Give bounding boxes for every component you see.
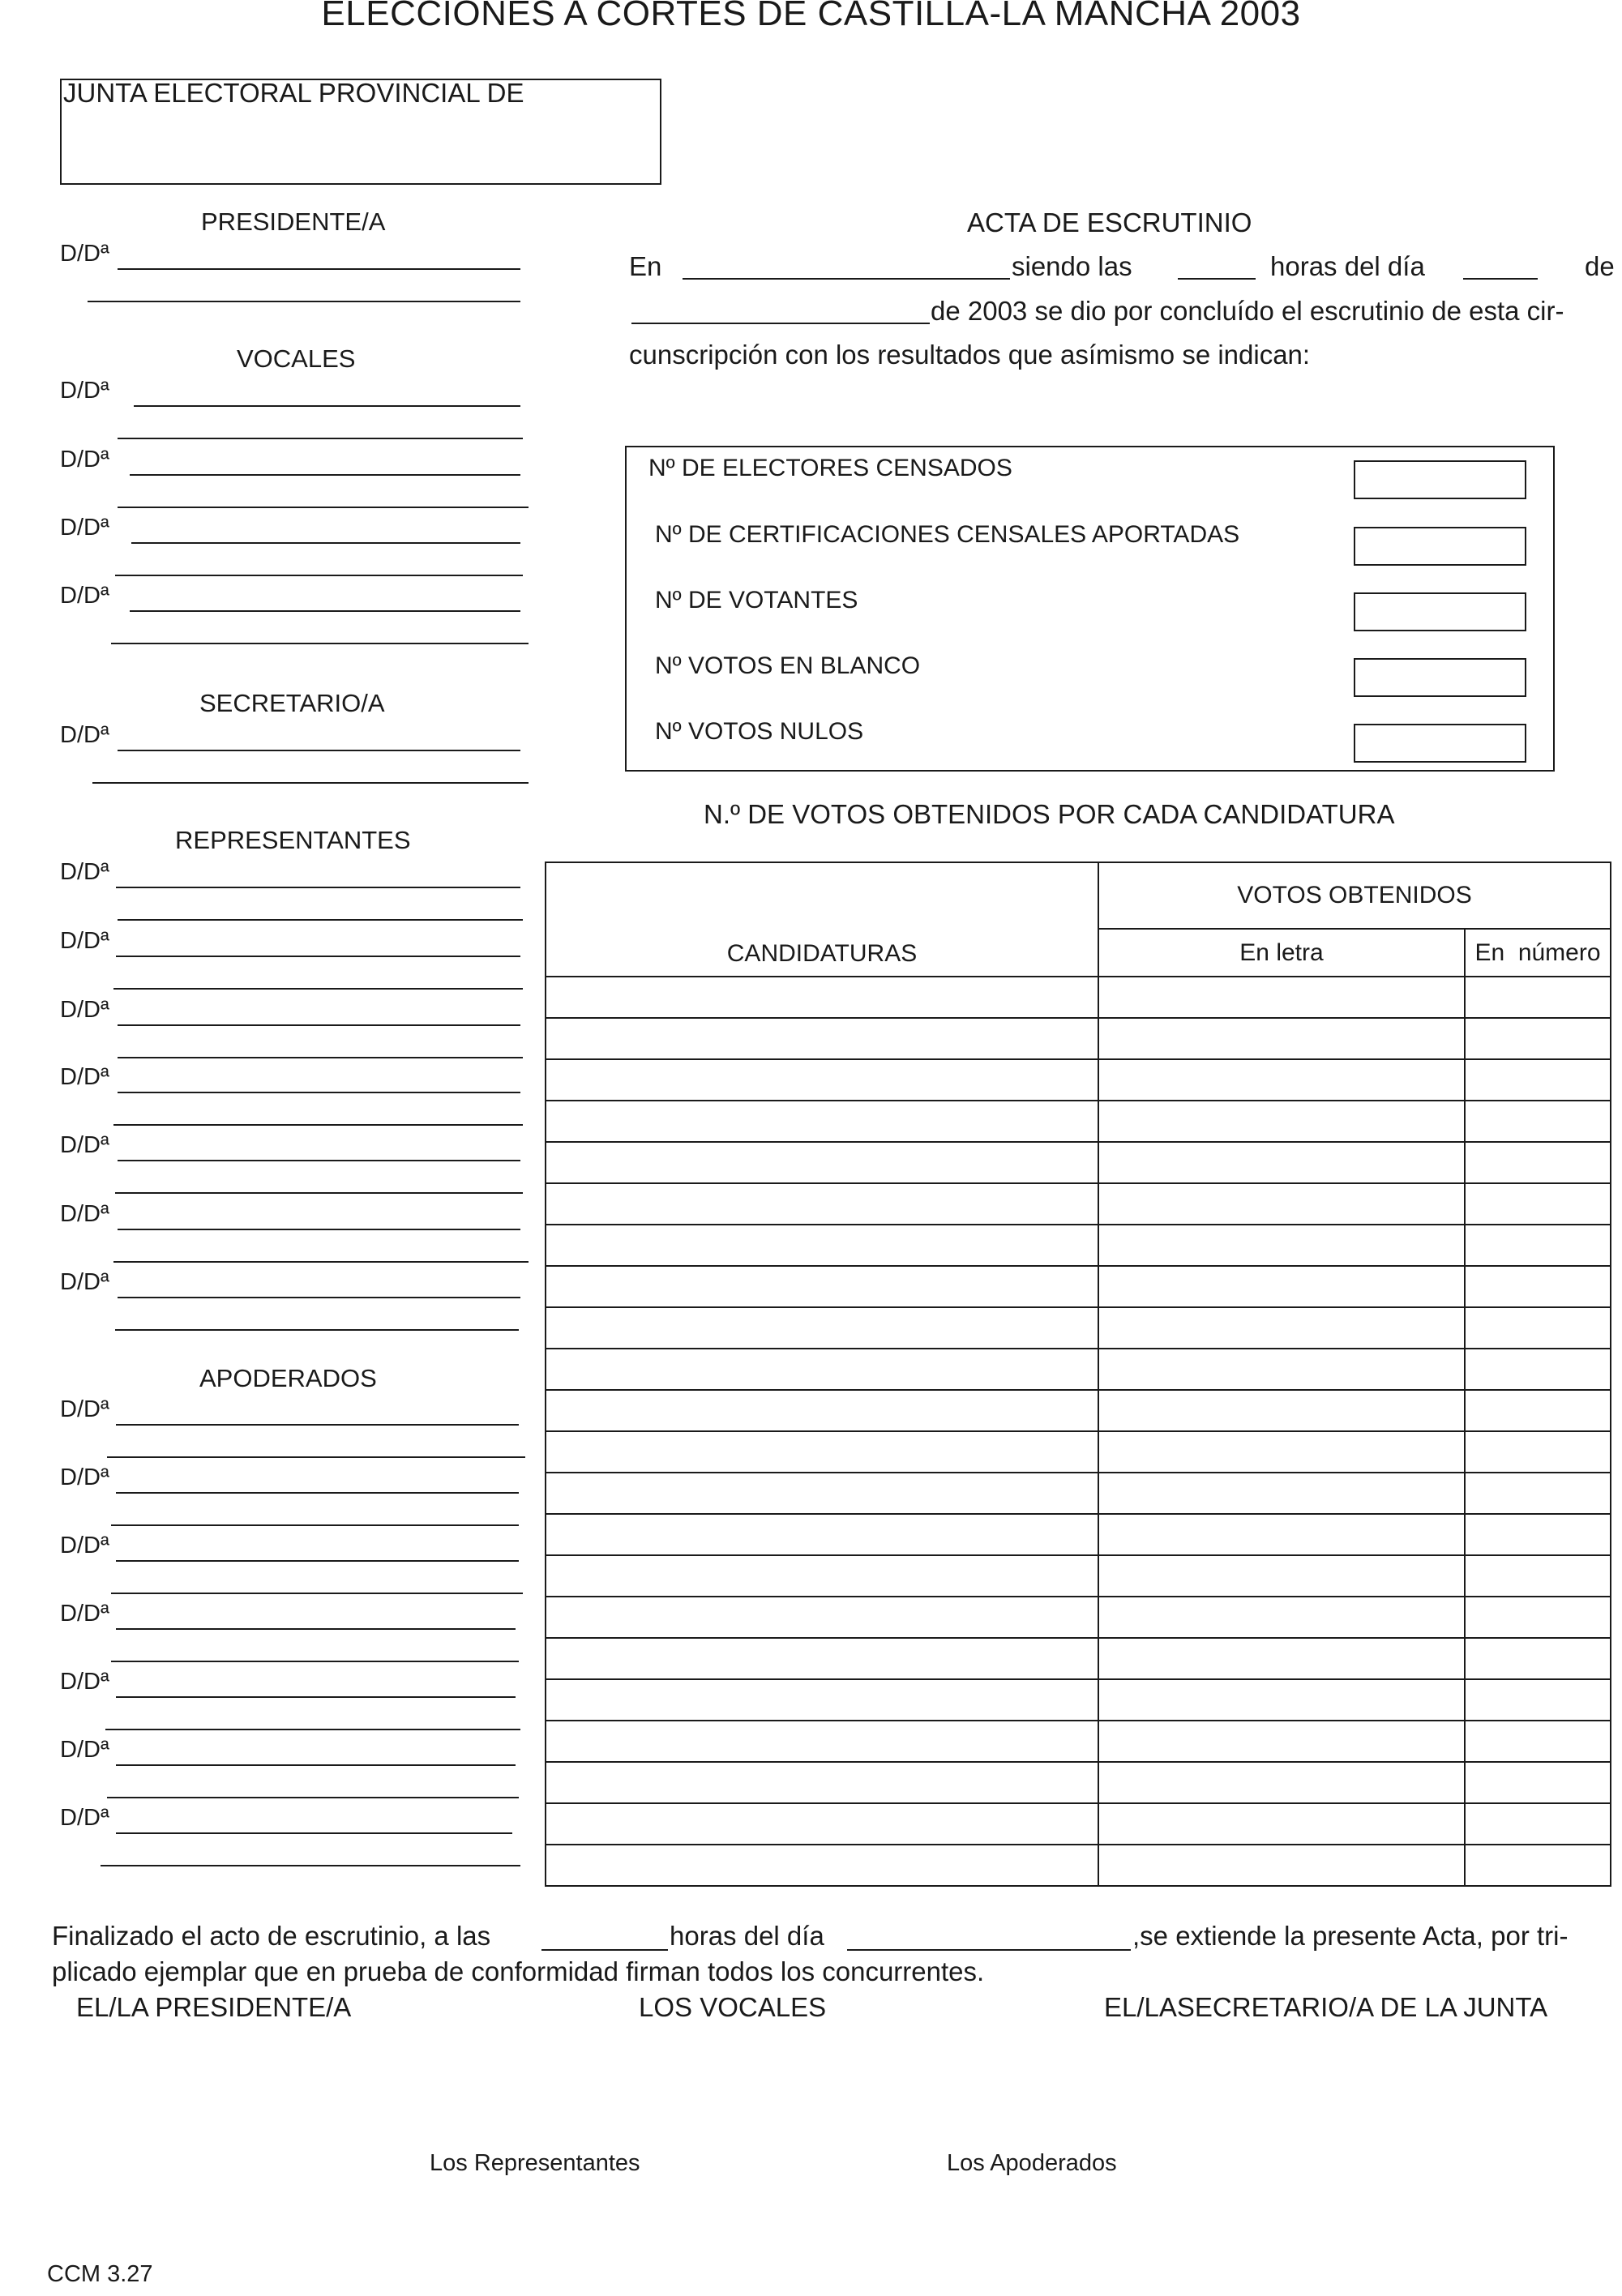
apoderado-6-name-field-2[interactable] [107, 1797, 519, 1798]
acta-line2: de 2003 se dio por concluído el escrutinio de esta cir- [931, 296, 1564, 326]
vocal-4-dd-label: D/Dª [60, 583, 109, 609]
acta-en-label: En [629, 251, 662, 281]
stat-label-4: Nº VOTOS EN BLANCO [655, 652, 921, 679]
apoderado-1-name-field-2[interactable] [107, 1456, 525, 1458]
votos-numero-cell[interactable] [1465, 1803, 1611, 1845]
presidente-1-dd-label: D/Dª [60, 241, 109, 267]
representante-3-name-field[interactable] [118, 1024, 520, 1026]
apoderado-1-dd-label: D/Dª [60, 1396, 109, 1422]
sig-vocales-label: LOS VOCALES [639, 1992, 827, 2022]
votos-letra-cell[interactable] [1098, 1679, 1465, 1721]
votos-numero-cell[interactable] [1465, 1059, 1611, 1101]
col-votos-header: VOTOS OBTENIDOS [1098, 862, 1611, 929]
candidatura-cell[interactable] [546, 1390, 1098, 1431]
table-row [546, 1762, 1611, 1803]
votos-numero-cell[interactable] [1465, 1597, 1611, 1638]
junta-label: JUNTA ELECTORAL PROVINCIAL DE [63, 78, 524, 108]
apoderado-4-name-field-2[interactable] [111, 1661, 519, 1662]
table-row [546, 977, 1611, 1018]
candidatura-cell[interactable] [546, 1597, 1098, 1638]
votos-letra-cell[interactable] [1098, 1803, 1465, 1845]
apoderado-3-name-field-2[interactable] [111, 1593, 523, 1594]
apoderado-6-name-field[interactable] [116, 1764, 516, 1766]
table-row [546, 1307, 1611, 1349]
table-row [546, 1679, 1611, 1721]
acta-line3: cunscripción con los resultados que asímismo se indican: [629, 340, 1311, 370]
votos-letra-cell[interactable] [1098, 1307, 1465, 1349]
acta-siendo-label: siendo las [1012, 251, 1132, 281]
votos-numero-cell[interactable] [1465, 1266, 1611, 1307]
candidatura-cell[interactable] [546, 1721, 1098, 1762]
representante-2-name-field[interactable] [116, 956, 520, 957]
votos-numero-cell[interactable] [1465, 1307, 1611, 1349]
votos-numero-cell[interactable] [1465, 1183, 1611, 1225]
votos-numero-cell[interactable] [1465, 977, 1611, 1018]
vocal-3-name-field[interactable] [131, 542, 520, 544]
votos-letra-cell[interactable] [1098, 1266, 1465, 1307]
table-row [546, 1101, 1611, 1142]
vocal-2-name-field[interactable] [130, 474, 520, 476]
acta-hour-field[interactable] [1178, 278, 1256, 280]
table-row [546, 1018, 1611, 1059]
votos-letra-cell[interactable] [1098, 1762, 1465, 1803]
votos-numero-cell[interactable] [1465, 1101, 1611, 1142]
table-row [546, 1266, 1611, 1307]
votos-numero-cell[interactable] [1465, 1679, 1611, 1721]
candidatura-cell[interactable] [546, 1555, 1098, 1597]
representante-7-name-field[interactable] [118, 1297, 520, 1298]
votos-letra-cell[interactable] [1098, 1431, 1465, 1473]
presidente-1-name-field-2[interactable] [88, 301, 520, 302]
apoderado-4-dd-label: D/Dª [60, 1601, 109, 1627]
representante-6-name-field-2[interactable] [113, 1261, 529, 1263]
votos-numero-cell[interactable] [1465, 1225, 1611, 1266]
candidatura-cell[interactable] [546, 1845, 1098, 1886]
vocal-1-name-field[interactable] [134, 405, 520, 407]
candidatura-cell[interactable] [546, 1018, 1098, 1059]
votos-letra-cell[interactable] [1098, 1514, 1465, 1555]
vocal-1-name-field-2[interactable] [118, 438, 523, 439]
table-row [546, 1431, 1611, 1473]
footer-line1-a: Finalizado el acto de escrutinio, a las [52, 1921, 491, 1951]
stat-value-3[interactable] [1354, 592, 1526, 631]
votos-letra-cell[interactable] [1098, 1349, 1465, 1390]
stat-value-5[interactable] [1354, 724, 1526, 763]
representante-5-name-field[interactable] [118, 1160, 520, 1161]
votos-numero-cell[interactable] [1465, 1845, 1611, 1886]
apoderado-7-name-field[interactable] [116, 1832, 512, 1834]
representante-2-dd-label: D/Dª [60, 928, 109, 954]
candidatura-cell[interactable] [546, 1803, 1098, 1845]
representante-1-name-field[interactable] [116, 887, 520, 888]
votos-numero-cell[interactable] [1465, 1555, 1611, 1597]
table-row [546, 1555, 1611, 1597]
candidatura-cell[interactable] [546, 1349, 1098, 1390]
apoderado-3-name-field[interactable] [116, 1560, 519, 1562]
apoderado-5-dd-label: D/Dª [60, 1669, 109, 1695]
candidatura-cell[interactable] [546, 1514, 1098, 1555]
presidente-heading: PRESIDENTE/A [201, 207, 386, 236]
acta-horas-label: horas del día [1270, 251, 1425, 281]
votos-letra-cell[interactable] [1098, 1597, 1465, 1638]
stat-label-1: Nº DE ELECTORES CENSADOS [648, 455, 1012, 481]
form-code: CCM 3.27 [47, 2261, 153, 2287]
votos-letra-cell[interactable] [1098, 1018, 1465, 1059]
representante-4-name-field-2[interactable] [113, 1124, 523, 1126]
footer-line2: plicado ejemplar que en prueba de conformidad firman todos los concurrentes. [52, 1956, 985, 1986]
acta-month-field[interactable] [631, 323, 930, 324]
stat-label-2: Nº DE CERTIFICACIONES CENSALES APORTADAS [655, 521, 1240, 548]
sig-presidente-label: EL/LA PRESIDENTE/A [76, 1992, 352, 2022]
acta-de-label: de [1585, 251, 1615, 281]
votos-letra-cell[interactable] [1098, 1721, 1465, 1762]
footer-day-field[interactable] [847, 1949, 1131, 1951]
table-row [546, 1390, 1611, 1431]
vocal-2-name-field-2[interactable] [118, 507, 529, 508]
footer-line1-b: horas del día [670, 1921, 824, 1951]
col-letra-header: En letra [1098, 929, 1465, 977]
representante-4-dd-label: D/Dª [60, 1064, 109, 1090]
representante-6-dd-label: D/Dª [60, 1201, 109, 1227]
votos-numero-cell[interactable] [1465, 1721, 1611, 1762]
candidatura-cell[interactable] [546, 1762, 1098, 1803]
votos-letra-cell[interactable] [1098, 1845, 1465, 1886]
table-row [546, 1349, 1611, 1390]
table-row [546, 1721, 1611, 1762]
vocal-1-dd-label: D/Dª [60, 378, 109, 404]
apoderado-5-name-field[interactable] [116, 1696, 516, 1698]
votos-letra-cell[interactable] [1098, 1390, 1465, 1431]
apoderado-1-name-field[interactable] [116, 1424, 519, 1426]
table-row [546, 1225, 1611, 1266]
votos-numero-cell[interactable] [1465, 1018, 1611, 1059]
candidatura-cell[interactable] [546, 1431, 1098, 1473]
votos-letra-cell[interactable] [1098, 977, 1465, 1018]
apoderado-2-name-field-2[interactable] [111, 1524, 519, 1526]
representante-1-name-field-2[interactable] [118, 919, 523, 921]
representante-6-name-field[interactable] [118, 1229, 520, 1230]
candidatura-cell[interactable] [546, 977, 1098, 1018]
vocal-3-name-field-2[interactable] [115, 575, 523, 576]
secretario-1-name-field[interactable] [118, 750, 520, 751]
vocales-heading: VOCALES [237, 344, 356, 373]
candidatura-cell[interactable] [546, 1101, 1098, 1142]
footer-hour-field[interactable] [541, 1949, 668, 1951]
apoderado-7-dd-label: D/Dª [60, 1805, 109, 1831]
apoderado-5-name-field-2[interactable] [105, 1729, 520, 1730]
candidatura-cell[interactable] [546, 1183, 1098, 1225]
table-row [546, 1638, 1611, 1679]
candidatura-cell[interactable] [546, 1059, 1098, 1101]
votos-letra-cell[interactable] [1098, 1638, 1465, 1679]
votes-heading: N.º DE VOTOS OBTENIDOS POR CADA CANDIDATURA [704, 799, 1395, 829]
votos-numero-cell[interactable] [1465, 1638, 1611, 1679]
vocal-3-dd-label: D/Dª [60, 515, 109, 541]
candidatura-cell[interactable] [546, 1307, 1098, 1349]
table-row [546, 1473, 1611, 1514]
stat-label-3: Nº DE VOTANTES [655, 587, 858, 614]
representante-7-dd-label: D/Dª [60, 1269, 109, 1295]
votos-numero-cell[interactable] [1465, 1390, 1611, 1431]
votos-letra-cell[interactable] [1098, 1473, 1465, 1514]
vocal-4-name-field-2[interactable] [111, 643, 529, 644]
candidatura-cell[interactable] [546, 1266, 1098, 1307]
page-title: ELECCIONES A CORTES DE CASTILLA-LA MANCHA 2003 [321, 0, 1301, 33]
apoderados-heading: APODERADOS [199, 1364, 377, 1392]
votos-numero-cell[interactable] [1465, 1514, 1611, 1555]
vocal-4-name-field[interactable] [130, 610, 520, 612]
apoderados-sig-label: Los Apoderados [947, 2150, 1117, 2176]
votos-letra-cell[interactable] [1098, 1225, 1465, 1266]
votos-letra-cell[interactable] [1098, 1183, 1465, 1225]
sig-secretario-label: EL/LASECRETARIO/A DE LA JUNTA [1104, 1992, 1548, 2022]
representantes-sig-label: Los Representantes [430, 2150, 640, 2176]
candidatura-cell[interactable] [546, 1679, 1098, 1721]
footer-line1-c: ,se extiende la presente Acta, por tri- [1132, 1921, 1569, 1951]
candidatura-cell[interactable] [546, 1225, 1098, 1266]
vocal-2-dd-label: D/Dª [60, 447, 109, 472]
table-row [546, 1514, 1611, 1555]
apoderado-4-name-field[interactable] [116, 1628, 516, 1630]
table-row [546, 1142, 1611, 1183]
candidatura-cell[interactable] [546, 1142, 1098, 1183]
secretario-heading: SECRETARIO/A [199, 689, 385, 717]
table-row [546, 1059, 1611, 1101]
secretario-1-name-field-2[interactable] [92, 782, 529, 784]
apoderado-6-dd-label: D/Dª [60, 1737, 109, 1763]
table-row [546, 1845, 1611, 1886]
votos-numero-cell[interactable] [1465, 1349, 1611, 1390]
apoderado-2-name-field[interactable] [116, 1492, 519, 1494]
table-row [546, 1183, 1611, 1225]
stat-value-4[interactable] [1354, 658, 1526, 697]
stat-value-1[interactable] [1354, 460, 1526, 499]
acta-place-field[interactable] [683, 278, 1010, 280]
apoderado-7-name-field-2[interactable] [101, 1865, 520, 1866]
candidatura-cell[interactable] [546, 1638, 1098, 1679]
votes-table [545, 862, 1611, 1887]
votos-numero-cell[interactable] [1465, 1473, 1611, 1514]
votos-numero-cell[interactable] [1465, 1431, 1611, 1473]
representante-3-name-field-2[interactable] [118, 1057, 523, 1058]
apoderado-2-dd-label: D/Dª [60, 1464, 109, 1490]
votos-letra-cell[interactable] [1098, 1101, 1465, 1142]
representante-2-name-field-2[interactable] [113, 988, 523, 990]
votos-letra-cell[interactable] [1098, 1555, 1465, 1597]
representante-5-name-field-2[interactable] [115, 1192, 523, 1194]
representante-5-dd-label: D/Dª [60, 1132, 109, 1158]
col-candidaturas-header: CANDIDATURAS [546, 862, 1098, 977]
representantes-heading: REPRESENTANTES [175, 826, 411, 854]
acta-heading: ACTA DE ESCRUTINIO [967, 207, 1252, 237]
table-row [546, 1597, 1611, 1638]
representante-4-name-field[interactable] [118, 1092, 520, 1093]
secretario-1-dd-label: D/Dª [60, 722, 109, 748]
apoderado-3-dd-label: D/Dª [60, 1533, 109, 1558]
acta-day-field[interactable] [1463, 278, 1538, 280]
votos-letra-cell[interactable] [1098, 1142, 1465, 1183]
representante-7-name-field-2[interactable] [115, 1329, 519, 1331]
presidente-1-name-field[interactable] [118, 268, 520, 270]
representante-3-dd-label: D/Dª [60, 997, 109, 1023]
candidatura-cell[interactable] [546, 1473, 1098, 1514]
table-row [546, 1803, 1611, 1845]
stat-label-5: Nº VOTOS NULOS [655, 718, 864, 745]
votos-numero-cell[interactable] [1465, 1762, 1611, 1803]
col-numero-header: En número [1465, 929, 1611, 977]
representante-1-dd-label: D/Dª [60, 859, 109, 885]
stat-value-2[interactable] [1354, 527, 1526, 566]
votos-letra-cell[interactable] [1098, 1059, 1465, 1101]
votos-numero-cell[interactable] [1465, 1142, 1611, 1183]
